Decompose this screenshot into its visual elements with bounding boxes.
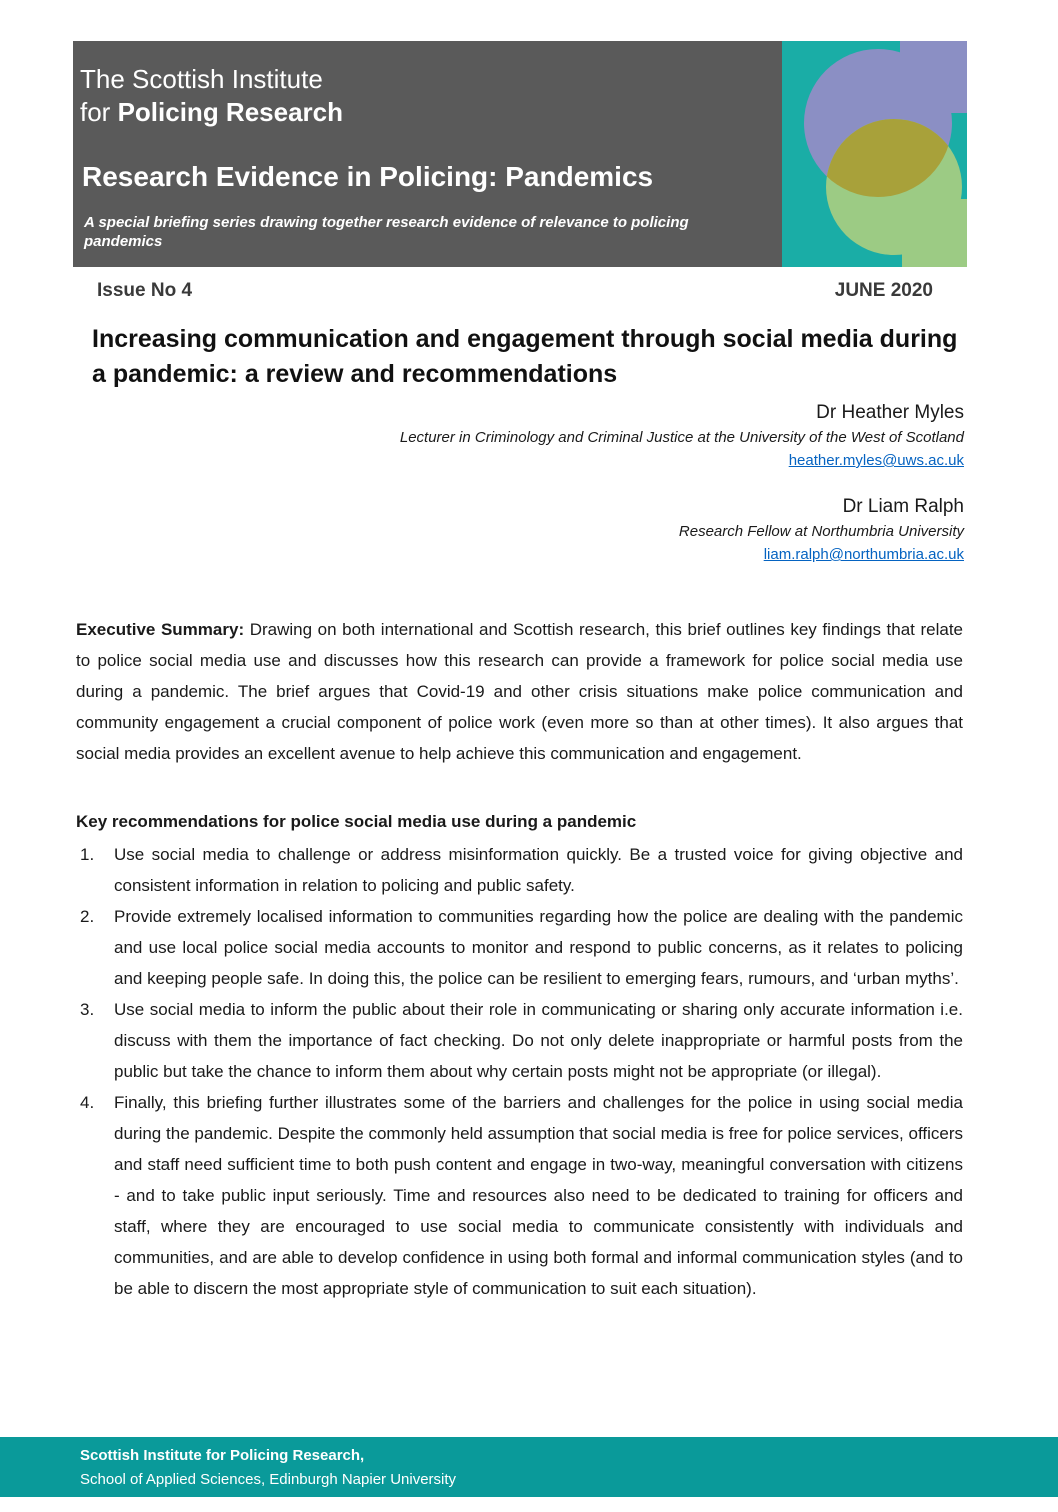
- logo-green-corner: [902, 199, 967, 267]
- list-item: [76, 901, 963, 994]
- series-title: Research Evidence in Policing: Pandemics: [82, 161, 654, 192]
- footer-address: Sighthill Campus, Edinburgh EH11 4BN: [80, 1495, 344, 1512]
- page-footer: [0, 1437, 1058, 1512]
- list-item-text: Use social media to challenge or address misinformation quickly. Be a trusted voice for giving objective and consistent information in relation to policing and public safety.: [114, 845, 963, 895]
- author-email-link[interactable]: heather.myles@uws.ac.uk: [788, 452, 964, 469]
- author-email-link[interactable]: liam.ralph@northumbria.ac.uk: [763, 546, 964, 563]
- author-1: [400, 400, 964, 472]
- org-name: [80, 63, 343, 129]
- document-title: Increasing communication and engagement through social media during a pandemic: a review and recommendations: [92, 325, 958, 388]
- list-item: [76, 994, 963, 1087]
- summary-label: Executive Summary:: [76, 620, 245, 639]
- author-2: [679, 494, 964, 566]
- list-item-number: 3.: [80, 1000, 95, 1019]
- issue-number: Issue No 4: [97, 280, 193, 301]
- author-role: Lecturer in Criminology and Criminal Justice at the University of the West of Scotland: [399, 429, 964, 446]
- list-item: [76, 839, 963, 901]
- org-name-line1: The Scottish Institute: [80, 64, 323, 94]
- org-name-bold: Policing Research: [117, 97, 343, 127]
- list-item-text: Provide extremely localised information to communities regarding how the police are dealing with the pandemic and use local police social media accounts to monitor and respond to public concerns, as it relates to policing and keeping people safe. In doing this, the police can be resilient to emerging fears, rumours, and ‘urban myths’.: [114, 907, 963, 988]
- list-item-text: Use social media to inform the public about their role in communicating or sharing only accurate information i.e. discuss with them the importance of fact checking. Do not only delete inappropriate or harmful posts from the public but take the chance to inform them about why certain posts might not be appropriate (or illegal).: [114, 1000, 963, 1081]
- footer-school: School of Applied Sciences, Edinburgh Napier University: [80, 1471, 457, 1488]
- list-item-text: Finally, this briefing further illustrates some of the barriers and challenges for the police in using social media during the pandemic. Despite the commonly held assumption that social media is free for police services, officers and staff need sufficient time to both push content and engage in two-way, meaningful conversation with citizens - and to take public input seriously. Time and resources also need to be dedicated to training for officers and staff, where they are encouraged to use social media to communicate consistently with individuals and communities, and are able to develop confidence in using both formal and informal communication styles (and to be able to discern the most appropriate style of communication to suit each situation).: [114, 1093, 963, 1298]
- page-number: 1: [968, 1495, 977, 1512]
- org-name-line2: [80, 96, 343, 129]
- org-name-prefix: for: [80, 97, 111, 127]
- footer-org: Scottish Institute for Policing Research,: [80, 1447, 365, 1464]
- list-item-number: 4.: [80, 1093, 95, 1112]
- recommendations-heading: Key recommendations for police social media use during a pandemic: [76, 812, 637, 831]
- list-item-number: 1.: [80, 845, 95, 864]
- author-name: Dr Heather Myles: [816, 402, 964, 423]
- logo-circles-graphic: [782, 41, 967, 267]
- header-banner: [73, 41, 967, 267]
- author-name: Dr Liam Ralph: [842, 496, 964, 517]
- author-role: Research Fellow at Northumbria University: [678, 523, 964, 540]
- executive-summary: [76, 614, 963, 769]
- issue-row: [97, 280, 933, 306]
- logo-purple-corner: [900, 41, 967, 113]
- list-item-number: 2.: [80, 907, 95, 926]
- summary-text: Drawing on both international and Scottish research, this brief outlines key findings that relate to police social media use and discusses how this research can provide a framework for police social media use during a pandemic. The brief argues that Covid-19 and other crisis situations make police communication and community engagement a crucial component of police work (even more so than at other times). It also argues that social media provides an excellent avenue to help achieve this communication and engagement.: [76, 620, 963, 763]
- series-subtitle: A special briefing series drawing together research evidence of relevance to policing pandemics: [84, 214, 689, 250]
- list-item: [76, 1087, 963, 1304]
- footer-website-link[interactable]: www.sipr.ac.uk: [773, 1495, 873, 1512]
- recommendations-list: [76, 839, 963, 1304]
- issue-date: JUNE 2020: [834, 280, 933, 301]
